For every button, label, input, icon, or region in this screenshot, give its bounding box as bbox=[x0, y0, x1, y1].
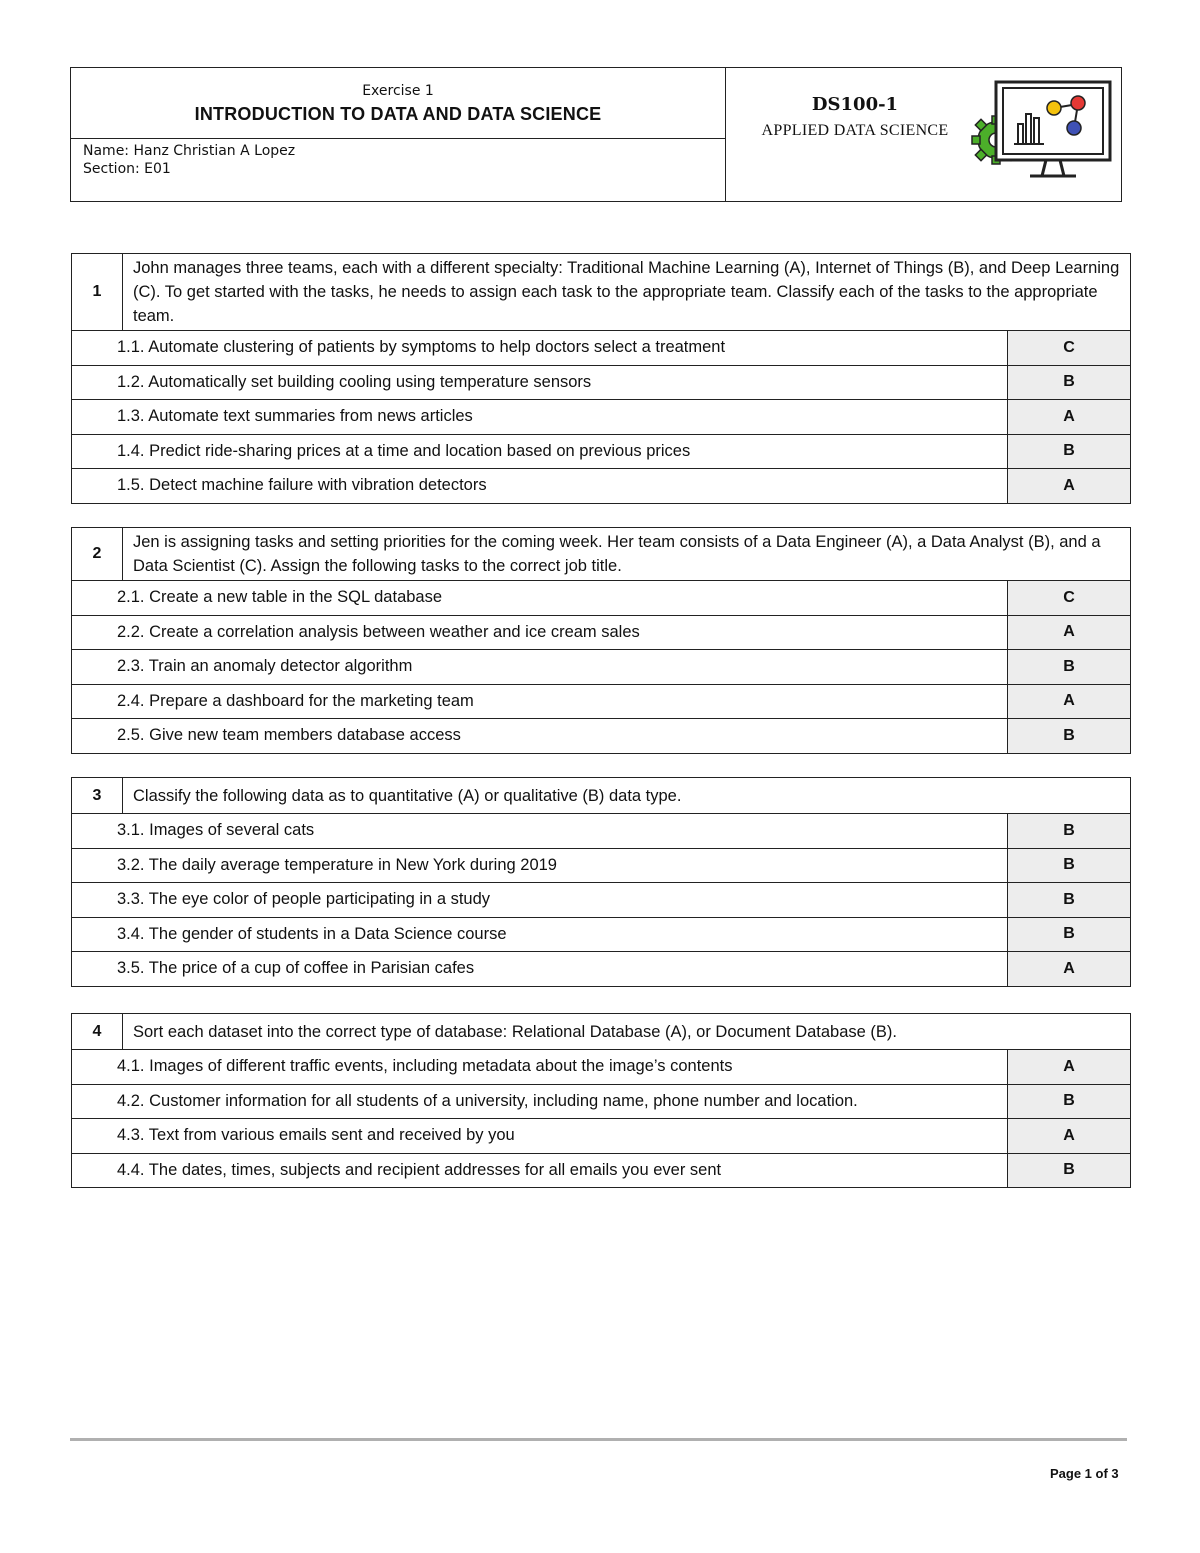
item-text: 1.4. Predict ride-sharing prices at a time and location based on previous prices bbox=[72, 434, 1008, 469]
question-prompt: Sort each dataset into the correct type of database: Relational Database (A), or Document Database (B). bbox=[123, 1014, 1131, 1050]
table-row bbox=[72, 650, 1131, 685]
item-text: 2.2. Create a correlation analysis between weather and ice cream sales bbox=[72, 615, 1008, 650]
student-section: Section: E01 bbox=[83, 161, 171, 177]
answer-cell[interactable]: B bbox=[1008, 434, 1131, 469]
question-prompt-row bbox=[72, 528, 1131, 581]
student-info bbox=[71, 139, 725, 181]
answer-cell[interactable]: A bbox=[1008, 1050, 1131, 1085]
question-2-table bbox=[71, 527, 1131, 754]
answer-cell[interactable]: A bbox=[1008, 615, 1131, 650]
question-number: 2 bbox=[72, 528, 123, 581]
question-number: 3 bbox=[72, 778, 123, 814]
answer-cell[interactable]: B bbox=[1008, 848, 1131, 883]
answer-cell[interactable]: B bbox=[1008, 917, 1131, 952]
table-row bbox=[72, 883, 1131, 918]
item-text: 4.3. Text from various emails sent and received by you bbox=[72, 1119, 1008, 1154]
footer-divider bbox=[70, 1438, 1127, 1441]
table-row bbox=[72, 917, 1131, 952]
header-left-panel bbox=[71, 68, 726, 201]
item-text: 3.2. The daily average temperature in New York during 2019 bbox=[72, 848, 1008, 883]
table-row bbox=[72, 581, 1131, 616]
answer-cell[interactable]: C bbox=[1008, 581, 1131, 616]
table-row bbox=[72, 1153, 1131, 1188]
answer-cell[interactable]: B bbox=[1008, 883, 1131, 918]
answer-cell[interactable]: B bbox=[1008, 719, 1131, 754]
table-row bbox=[72, 469, 1131, 504]
exercise-header bbox=[70, 67, 1122, 202]
table-row bbox=[72, 814, 1131, 849]
question-number: 1 bbox=[72, 254, 123, 331]
item-text: 2.1. Create a new table in the SQL database bbox=[72, 581, 1008, 616]
question-1-table bbox=[71, 253, 1131, 504]
question-prompt: Classify the following data as to quantitative (A) or qualitative (B) data type. bbox=[123, 778, 1131, 814]
exercise-label: Exercise 1 bbox=[362, 83, 434, 99]
table-row bbox=[72, 1119, 1131, 1154]
answer-cell[interactable]: A bbox=[1008, 684, 1131, 719]
item-text: 4.1. Images of different traffic events, including metadata about the image’s contents bbox=[72, 1050, 1008, 1085]
answer-cell[interactable]: B bbox=[1008, 1084, 1131, 1119]
table-row bbox=[72, 684, 1131, 719]
table-row bbox=[72, 434, 1131, 469]
item-text: 1.2. Automatically set building cooling using temperature sensors bbox=[72, 365, 1008, 400]
answer-cell[interactable]: B bbox=[1008, 1153, 1131, 1188]
answer-cell[interactable]: A bbox=[1008, 469, 1131, 504]
student-name: Name: Hanz Christian A Lopez bbox=[83, 143, 296, 159]
table-row bbox=[72, 1084, 1131, 1119]
question-prompt: John manages three teams, each with a different specialty: Traditional Machine Learning (A), Internet of Things (B), and Deep Learning (C). To get started with the tasks, he needs to assign each task to the appropriate team. Classify each of the tasks to the appropriate team. bbox=[123, 254, 1131, 331]
item-text: 3.3. The eye color of people participating in a study bbox=[72, 883, 1008, 918]
item-text: 3.1. Images of several cats bbox=[72, 814, 1008, 849]
answer-cell[interactable]: B bbox=[1008, 365, 1131, 400]
item-text: 1.3. Automate text summaries from news articles bbox=[72, 400, 1008, 435]
item-text: 2.5. Give new team members database access bbox=[72, 719, 1008, 754]
table-row bbox=[72, 365, 1131, 400]
table-row bbox=[72, 848, 1131, 883]
item-text: 2.3. Train an anomaly detector algorithm bbox=[72, 650, 1008, 685]
table-row bbox=[72, 952, 1131, 987]
exercise-title: INTRODUCTION TO DATA AND DATA SCIENCE bbox=[194, 104, 602, 124]
table-row bbox=[72, 615, 1131, 650]
table-row bbox=[72, 400, 1131, 435]
question-prompt-row bbox=[72, 778, 1131, 814]
table-row bbox=[72, 1050, 1131, 1085]
answer-cell[interactable]: A bbox=[1008, 952, 1131, 987]
data-science-monitor-gear-icon bbox=[966, 78, 1116, 183]
question-prompt-row bbox=[72, 1014, 1131, 1050]
question-3-table bbox=[71, 777, 1131, 987]
item-text: 1.1. Automate clustering of patients by symptoms to help doctors select a treatment bbox=[72, 331, 1008, 366]
answer-cell[interactable]: A bbox=[1008, 400, 1131, 435]
table-row bbox=[72, 719, 1131, 754]
answer-cell[interactable]: A bbox=[1008, 1119, 1131, 1154]
answer-cell[interactable]: C bbox=[1008, 331, 1131, 366]
course-name: APPLIED DATA SCIENCE bbox=[761, 122, 949, 139]
title-block bbox=[71, 68, 725, 139]
item-text: 4.2. Customer information for all students of a university, including name, phone number and location. bbox=[72, 1084, 1008, 1119]
question-number: 4 bbox=[72, 1014, 123, 1050]
question-prompt-row bbox=[72, 254, 1131, 331]
item-text: 1.5. Detect machine failure with vibration detectors bbox=[72, 469, 1008, 504]
item-text: 3.5. The price of a cup of coffee in Parisian cafes bbox=[72, 952, 1008, 987]
table-row bbox=[72, 331, 1131, 366]
page-number: Page 1 of 3 bbox=[1050, 1466, 1119, 1481]
course-code: DS100-1 bbox=[811, 94, 899, 115]
item-text: 3.4. The gender of students in a Data Science course bbox=[72, 917, 1008, 952]
item-text: 2.4. Prepare a dashboard for the marketing team bbox=[72, 684, 1008, 719]
answer-cell[interactable]: B bbox=[1008, 814, 1131, 849]
header-right-panel bbox=[726, 68, 1121, 201]
item-text: 4.4. The dates, times, subjects and recipient addresses for all emails you ever sent bbox=[72, 1153, 1008, 1188]
question-prompt: Jen is assigning tasks and setting priorities for the coming week. Her team consists of a Data Engineer (A), a Data Analyst (B), and a Data Scientist (C). Assign the following tasks to the correct job title. bbox=[123, 528, 1131, 581]
question-4-table bbox=[71, 1013, 1131, 1188]
answer-cell[interactable]: B bbox=[1008, 650, 1131, 685]
